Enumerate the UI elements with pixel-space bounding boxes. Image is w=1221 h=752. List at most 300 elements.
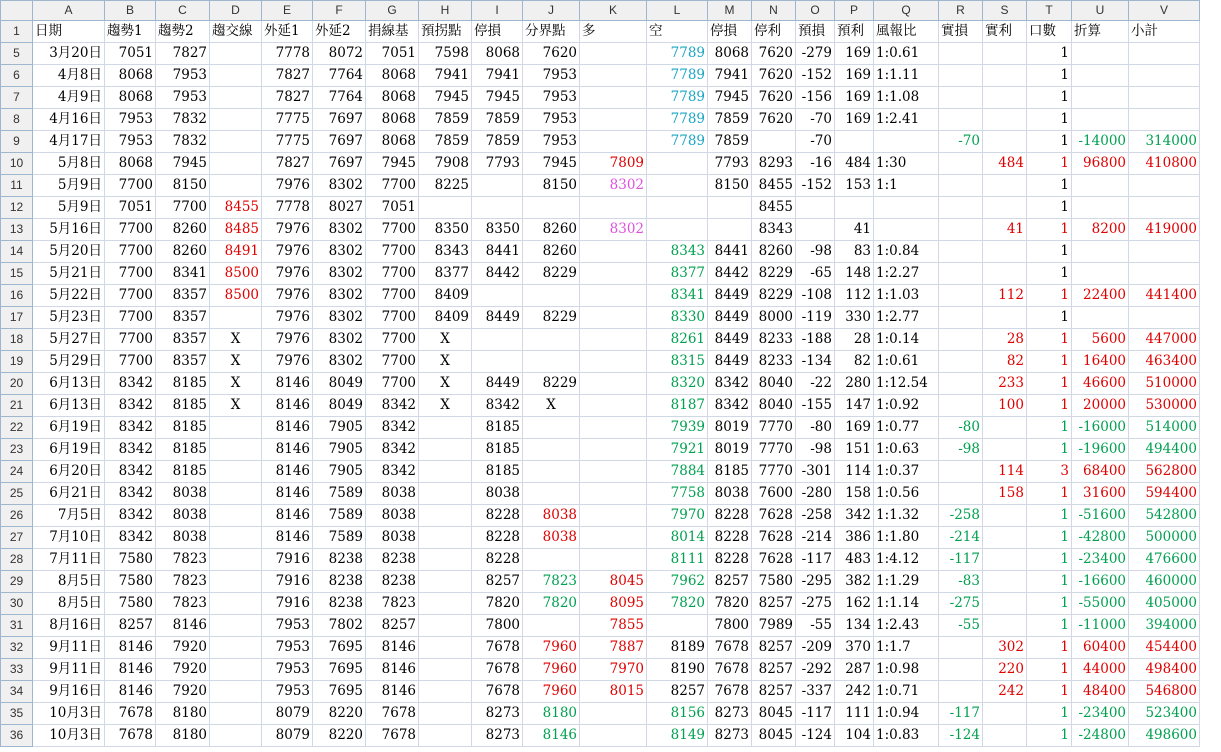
data-cell[interactable]: 1 [1027, 549, 1072, 571]
data-cell[interactable]: 8302 [313, 219, 366, 241]
data-cell[interactable]: 8027 [313, 197, 366, 219]
data-cell[interactable] [1129, 307, 1200, 329]
data-cell[interactable]: -98 [796, 241, 835, 263]
data-cell[interactable]: 460000 [1129, 571, 1200, 593]
data-cell[interactable] [210, 175, 262, 197]
data-cell[interactable] [580, 373, 647, 395]
data-cell[interactable]: 8342 [105, 395, 156, 417]
data-cell[interactable]: 28 [835, 329, 874, 351]
data-cell[interactable] [939, 263, 983, 285]
data-cell[interactable]: 8238 [366, 549, 419, 571]
select-all-corner[interactable] [1, 1, 33, 21]
data-cell[interactable]: 8342 [708, 373, 752, 395]
data-cell[interactable] [983, 263, 1027, 285]
data-cell[interactable]: 1 [1027, 373, 1072, 395]
data-cell[interactable]: 7764 [313, 87, 366, 109]
data-cell[interactable]: -98 [796, 439, 835, 461]
data-cell[interactable]: 7827 [262, 65, 313, 87]
data-cell[interactable]: 8343 [647, 241, 708, 263]
data-cell[interactable] [939, 43, 983, 65]
data-cell[interactable]: 1 [1027, 153, 1072, 175]
data-cell[interactable]: -80 [796, 417, 835, 439]
data-cell[interactable]: 498400 [1129, 659, 1200, 681]
data-cell[interactable]: 1:2.27 [874, 263, 939, 285]
data-cell[interactable]: -80 [939, 417, 983, 439]
data-cell[interactable]: 7976 [262, 307, 313, 329]
data-cell[interactable]: 1 [1027, 439, 1072, 461]
data-cell[interactable]: 7976 [262, 329, 313, 351]
data-cell[interactable]: X [210, 329, 262, 351]
data-cell[interactable]: 1 [1027, 571, 1072, 593]
data-cell[interactable] [983, 593, 1027, 615]
data-cell[interactable]: 7678 [708, 681, 752, 703]
data-cell[interactable]: 8180 [523, 703, 580, 725]
data-cell[interactable] [580, 109, 647, 131]
data-cell[interactable]: -214 [939, 527, 983, 549]
data-cell[interactable]: 8342 [105, 483, 156, 505]
data-cell[interactable] [983, 505, 1027, 527]
data-cell[interactable]: 1 [1027, 65, 1072, 87]
data-cell[interactable]: 8150 [156, 175, 210, 197]
data-cell[interactable]: X [210, 395, 262, 417]
data-cell[interactable]: -258 [796, 505, 835, 527]
data-cell[interactable]: 41 [835, 219, 874, 241]
data-cell[interactable] [419, 593, 472, 615]
data-cell[interactable]: 7589 [313, 505, 366, 527]
data-cell[interactable]: 8200 [1072, 219, 1129, 241]
data-cell[interactable]: 8238 [313, 593, 366, 615]
data-cell[interactable]: 8068 [366, 65, 419, 87]
data-cell[interactable] [210, 109, 262, 131]
data-cell[interactable]: 8238 [366, 571, 419, 593]
data-cell[interactable]: 8068 [472, 43, 523, 65]
data-cell[interactable] [939, 285, 983, 307]
data-cell[interactable]: 8068 [366, 87, 419, 109]
data-cell[interactable]: 8185 [156, 417, 210, 439]
data-cell[interactable] [523, 351, 580, 373]
data-cell[interactable]: 8068 [105, 87, 156, 109]
data-cell[interactable] [210, 439, 262, 461]
data-cell[interactable]: 8146 [366, 659, 419, 681]
data-cell[interactable]: 8229 [523, 307, 580, 329]
data-cell[interactable]: 330 [835, 307, 874, 329]
data-cell[interactable]: 494400 [1129, 439, 1200, 461]
data-cell[interactable]: 1 [1027, 527, 1072, 549]
data-cell[interactable]: 7920 [156, 637, 210, 659]
data-cell[interactable]: 7700 [366, 263, 419, 285]
data-cell[interactable]: 7953 [105, 109, 156, 131]
data-cell[interactable] [580, 417, 647, 439]
data-cell[interactable]: 7953 [523, 109, 580, 131]
data-cell[interactable]: X [210, 351, 262, 373]
data-cell[interactable]: 7859 [472, 131, 523, 153]
data-cell[interactable]: 7628 [752, 549, 796, 571]
data-cell[interactable]: 8302 [313, 241, 366, 263]
data-cell[interactable]: 8442 [472, 263, 523, 285]
data-cell[interactable]: -152 [796, 65, 835, 87]
data-cell[interactable]: -337 [796, 681, 835, 703]
data-cell[interactable] [939, 483, 983, 505]
data-cell[interactable]: 112 [983, 285, 1027, 307]
data-cell[interactable]: 8038 [523, 505, 580, 527]
data-cell[interactable]: 8038 [156, 483, 210, 505]
data-cell[interactable]: 7678 [472, 681, 523, 703]
data-cell[interactable]: 7700 [105, 351, 156, 373]
data-cell[interactable]: 447000 [1129, 329, 1200, 351]
data-cell[interactable] [210, 505, 262, 527]
row-header[interactable]: 10 [1, 153, 33, 175]
data-cell[interactable]: 8500 [210, 263, 262, 285]
data-cell[interactable]: 8111 [647, 549, 708, 571]
data-cell[interactable]: 1 [1027, 241, 1072, 263]
data-cell[interactable]: 114 [835, 461, 874, 483]
data-cell[interactable] [647, 175, 708, 197]
data-cell[interactable]: 8260 [156, 219, 210, 241]
data-cell[interactable]: 1:1.29 [874, 571, 939, 593]
data-cell[interactable]: 7916 [262, 593, 313, 615]
data-cell[interactable]: 8040 [752, 373, 796, 395]
data-cell[interactable] [210, 65, 262, 87]
data-cell[interactable]: 7月5日 [33, 505, 105, 527]
data-cell[interactable] [939, 395, 983, 417]
column-header-c[interactable]: C [156, 1, 210, 21]
header-cell[interactable]: 多 [580, 21, 647, 43]
data-cell[interactable] [523, 285, 580, 307]
data-cell[interactable]: 8045 [580, 571, 647, 593]
row-header[interactable]: 5 [1, 43, 33, 65]
data-cell[interactable]: 342 [835, 505, 874, 527]
data-cell[interactable]: -70 [796, 109, 835, 131]
data-cell[interactable] [580, 527, 647, 549]
data-cell[interactable]: 48400 [1072, 681, 1129, 703]
data-cell[interactable]: 7700 [366, 329, 419, 351]
row-header[interactable]: 22 [1, 417, 33, 439]
data-cell[interactable]: 44000 [1072, 659, 1129, 681]
data-cell[interactable]: 7953 [105, 131, 156, 153]
data-cell[interactable] [647, 219, 708, 241]
data-cell[interactable]: 454400 [1129, 637, 1200, 659]
data-cell[interactable]: 8257 [752, 593, 796, 615]
data-cell[interactable] [939, 351, 983, 373]
data-cell[interactable]: 8342 [105, 439, 156, 461]
column-header-a[interactable]: A [33, 1, 105, 21]
data-cell[interactable]: 7859 [472, 109, 523, 131]
data-cell[interactable]: X [419, 329, 472, 351]
data-cell[interactable]: 8341 [647, 285, 708, 307]
data-cell[interactable]: 8229 [752, 285, 796, 307]
data-cell[interactable]: 7953 [262, 681, 313, 703]
data-cell[interactable]: 7700 [366, 241, 419, 263]
data-cell[interactable]: 8038 [156, 527, 210, 549]
data-cell[interactable]: -55 [939, 615, 983, 637]
data-cell[interactable]: 7789 [647, 87, 708, 109]
data-cell[interactable]: X [523, 395, 580, 417]
data-cell[interactable]: 7976 [262, 241, 313, 263]
data-cell[interactable]: 7827 [156, 43, 210, 65]
data-cell[interactable]: 7700 [105, 307, 156, 329]
data-cell[interactable] [647, 197, 708, 219]
data-cell[interactable]: 7953 [262, 615, 313, 637]
data-cell[interactable]: 8040 [752, 395, 796, 417]
column-header-d[interactable]: D [210, 1, 262, 21]
data-cell[interactable]: 7945 [156, 153, 210, 175]
data-cell[interactable]: 28 [983, 329, 1027, 351]
data-cell[interactable]: 7764 [313, 65, 366, 87]
data-cell[interactable] [983, 241, 1027, 263]
data-cell[interactable]: 7800 [708, 615, 752, 637]
header-cell[interactable]: 風報比 [874, 21, 939, 43]
data-cell[interactable]: -23400 [1072, 549, 1129, 571]
data-cell[interactable]: 7823 [156, 571, 210, 593]
data-cell[interactable] [983, 549, 1027, 571]
data-cell[interactable]: 31600 [1072, 483, 1129, 505]
data-cell[interactable]: 8500 [210, 285, 262, 307]
data-cell[interactable] [752, 131, 796, 153]
data-cell[interactable]: 7775 [262, 131, 313, 153]
data-cell[interactable]: 7628 [752, 527, 796, 549]
data-cell[interactable]: 1:0.61 [874, 351, 939, 373]
data-cell[interactable]: 7820 [523, 593, 580, 615]
data-cell[interactable]: 169 [835, 109, 874, 131]
data-cell[interactable]: 5月21日 [33, 263, 105, 285]
data-cell[interactable]: 8342 [105, 417, 156, 439]
data-cell[interactable]: 8068 [105, 153, 156, 175]
data-cell[interactable]: 7970 [647, 505, 708, 527]
data-cell[interactable]: 7832 [156, 131, 210, 153]
data-cell[interactable]: 1:2.77 [874, 307, 939, 329]
header-cell[interactable]: 停損 [708, 21, 752, 43]
data-cell[interactable]: 546800 [1129, 681, 1200, 703]
row-header[interactable]: 15 [1, 263, 33, 285]
data-cell[interactable]: 1:1.32 [874, 505, 939, 527]
header-cell[interactable]: 外延1 [262, 21, 313, 43]
data-cell[interactable]: 7697 [313, 131, 366, 153]
row-header[interactable]: 33 [1, 659, 33, 681]
data-cell[interactable]: 8220 [313, 725, 366, 747]
data-cell[interactable]: 20000 [1072, 395, 1129, 417]
data-cell[interactable]: -258 [939, 505, 983, 527]
data-cell[interactable]: 1 [1027, 703, 1072, 725]
data-cell[interactable] [210, 87, 262, 109]
data-cell[interactable]: 7789 [647, 109, 708, 131]
data-cell[interactable]: 169 [835, 87, 874, 109]
data-cell[interactable]: 1:1 [874, 175, 939, 197]
data-cell[interactable]: 242 [983, 681, 1027, 703]
data-cell[interactable]: 7827 [262, 87, 313, 109]
data-cell[interactable]: 8038 [156, 505, 210, 527]
data-cell[interactable]: -70 [796, 131, 835, 153]
data-cell[interactable]: 7月10日 [33, 527, 105, 549]
data-cell[interactable]: 8079 [262, 703, 313, 725]
data-cell[interactable]: 7945 [472, 87, 523, 109]
data-cell[interactable]: -292 [796, 659, 835, 681]
data-cell[interactable]: 6月13日 [33, 373, 105, 395]
data-cell[interactable]: 7697 [313, 153, 366, 175]
data-cell[interactable]: 8228 [472, 527, 523, 549]
data-cell[interactable]: 1 [1027, 725, 1072, 747]
row-header[interactable]: 27 [1, 527, 33, 549]
data-cell[interactable]: 8257 [105, 615, 156, 637]
header-cell[interactable]: 分界點 [523, 21, 580, 43]
data-cell[interactable]: 7945 [523, 153, 580, 175]
data-cell[interactable]: 8260 [523, 241, 580, 263]
data-cell[interactable]: 8225 [419, 175, 472, 197]
data-cell[interactable]: 8342 [105, 527, 156, 549]
data-cell[interactable]: 8150 [708, 175, 752, 197]
data-cell[interactable]: 5月23日 [33, 307, 105, 329]
data-cell[interactable]: -14000 [1072, 131, 1129, 153]
data-cell[interactable]: 5月27日 [33, 329, 105, 351]
data-cell[interactable]: X [419, 395, 472, 417]
column-header-j[interactable]: J [523, 1, 580, 21]
data-cell[interactable]: 7884 [647, 461, 708, 483]
data-cell[interactable]: 370 [835, 637, 874, 659]
row-header[interactable]: 28 [1, 549, 33, 571]
data-cell[interactable]: 162 [835, 593, 874, 615]
data-cell[interactable]: -301 [796, 461, 835, 483]
data-cell[interactable]: 7700 [366, 219, 419, 241]
data-cell[interactable]: 7695 [313, 681, 366, 703]
data-cell[interactable]: 463400 [1129, 351, 1200, 373]
data-cell[interactable]: 287 [835, 659, 874, 681]
row-header[interactable]: 34 [1, 681, 33, 703]
data-cell[interactable]: 7778 [262, 43, 313, 65]
header-cell[interactable]: 空 [647, 21, 708, 43]
data-cell[interactable]: 8228 [708, 505, 752, 527]
column-header-e[interactable]: E [262, 1, 313, 21]
data-cell[interactable]: 111 [835, 703, 874, 725]
data-cell[interactable]: 8228 [708, 549, 752, 571]
data-cell[interactable]: 1:1.03 [874, 285, 939, 307]
data-cell[interactable]: 7905 [313, 417, 366, 439]
data-cell[interactable]: -55000 [1072, 593, 1129, 615]
row-header[interactable]: 6 [1, 65, 33, 87]
row-header[interactable]: 18 [1, 329, 33, 351]
data-cell[interactable]: 8330 [647, 307, 708, 329]
row-header[interactable]: 14 [1, 241, 33, 263]
data-cell[interactable]: 8238 [313, 571, 366, 593]
data-cell[interactable]: 8320 [647, 373, 708, 395]
data-cell[interactable]: 8146 [262, 417, 313, 439]
data-cell[interactable]: 8038 [366, 527, 419, 549]
data-cell[interactable]: 100 [983, 395, 1027, 417]
data-cell[interactable]: 484 [835, 153, 874, 175]
data-cell[interactable]: 8343 [419, 241, 472, 263]
data-cell[interactable]: 8229 [523, 263, 580, 285]
data-cell[interactable] [419, 197, 472, 219]
data-cell[interactable]: 1:0.61 [874, 43, 939, 65]
data-cell[interactable]: 8014 [647, 527, 708, 549]
data-cell[interactable] [210, 703, 262, 725]
data-cell[interactable]: 8302 [313, 329, 366, 351]
data-cell[interactable]: 8185 [472, 417, 523, 439]
data-cell[interactable] [210, 637, 262, 659]
data-cell[interactable]: 8485 [210, 219, 262, 241]
data-cell[interactable] [580, 549, 647, 571]
data-cell[interactable] [580, 395, 647, 417]
row-header[interactable]: 17 [1, 307, 33, 329]
data-cell[interactable]: 5月16日 [33, 219, 105, 241]
data-cell[interactable]: 4月16日 [33, 109, 105, 131]
column-header-u[interactable]: U [1072, 1, 1129, 21]
data-cell[interactable]: -98 [939, 439, 983, 461]
data-cell[interactable]: 7700 [105, 219, 156, 241]
data-cell[interactable] [210, 153, 262, 175]
data-cell[interactable] [472, 329, 523, 351]
data-cell[interactable]: 562800 [1129, 461, 1200, 483]
data-cell[interactable]: 8038 [472, 483, 523, 505]
data-cell[interactable]: 7989 [752, 615, 796, 637]
column-header-r[interactable]: R [939, 1, 983, 21]
data-cell[interactable]: 8449 [708, 285, 752, 307]
data-cell[interactable] [580, 43, 647, 65]
data-cell[interactable]: -16600 [1072, 571, 1129, 593]
data-cell[interactable] [835, 197, 874, 219]
data-cell[interactable] [1072, 109, 1129, 131]
data-cell[interactable]: 8273 [472, 703, 523, 725]
data-cell[interactable]: 4月17日 [33, 131, 105, 153]
data-cell[interactable]: 7620 [752, 109, 796, 131]
data-cell[interactable]: 1 [1027, 109, 1072, 131]
column-header-s[interactable]: S [983, 1, 1027, 21]
data-cell[interactable]: 7700 [105, 329, 156, 351]
data-cell[interactable]: 1 [1027, 131, 1072, 153]
data-cell[interactable]: 7789 [647, 43, 708, 65]
data-cell[interactable]: 8228 [472, 549, 523, 571]
data-cell[interactable]: 1 [1027, 593, 1072, 615]
header-cell[interactable]: 小計 [1129, 21, 1200, 43]
data-cell[interactable] [580, 505, 647, 527]
data-cell[interactable]: 8260 [752, 241, 796, 263]
data-cell[interactable]: 8038 [366, 505, 419, 527]
data-cell[interactable]: 7941 [708, 65, 752, 87]
data-cell[interactable]: 1 [1027, 615, 1072, 637]
data-cell[interactable]: 1 [1027, 681, 1072, 703]
data-cell[interactable]: 8342 [472, 395, 523, 417]
header-cell[interactable]: 停損 [472, 21, 523, 43]
data-cell[interactable]: -65 [796, 263, 835, 285]
data-cell[interactable] [210, 659, 262, 681]
data-cell[interactable] [874, 131, 939, 153]
data-cell[interactable]: 1:0.94 [874, 703, 939, 725]
column-header-q[interactable]: Q [874, 1, 939, 21]
column-header-m[interactable]: M [708, 1, 752, 21]
data-cell[interactable]: 1 [1027, 307, 1072, 329]
data-cell[interactable]: 7700 [366, 175, 419, 197]
data-cell[interactable]: 8233 [752, 329, 796, 351]
data-cell[interactable] [210, 571, 262, 593]
data-cell[interactable] [523, 439, 580, 461]
data-cell[interactable] [1129, 241, 1200, 263]
data-cell[interactable]: 1 [1027, 351, 1072, 373]
data-cell[interactable]: 7920 [156, 659, 210, 681]
data-cell[interactable]: 7823 [156, 593, 210, 615]
data-cell[interactable]: 7953 [523, 131, 580, 153]
data-cell[interactable] [580, 285, 647, 307]
data-cell[interactable] [523, 483, 580, 505]
data-cell[interactable]: 8342 [105, 373, 156, 395]
data-cell[interactable]: 8146 [105, 637, 156, 659]
data-cell[interactable] [1072, 65, 1129, 87]
data-cell[interactable]: 7800 [472, 615, 523, 637]
data-cell[interactable]: 7905 [313, 439, 366, 461]
data-cell[interactable]: 7953 [523, 87, 580, 109]
data-cell[interactable]: 8357 [156, 351, 210, 373]
row-header[interactable]: 36 [1, 725, 33, 747]
data-cell[interactable]: 8000 [752, 307, 796, 329]
data-cell[interactable] [472, 175, 523, 197]
data-cell[interactable] [210, 483, 262, 505]
